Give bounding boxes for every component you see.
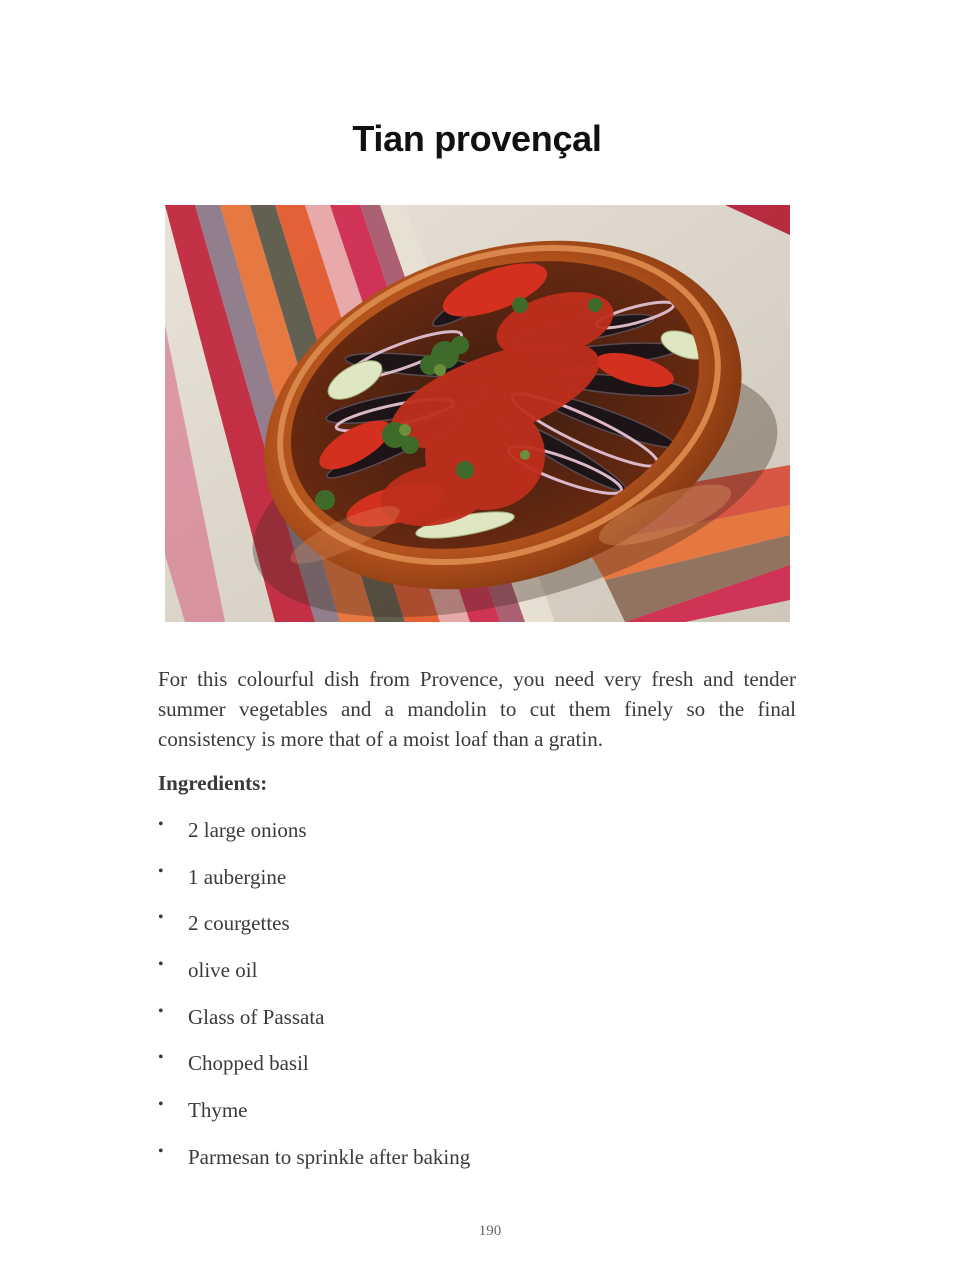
ingredient-text: Chopped basil (188, 1051, 309, 1076)
recipe-intro: For this colourful dish from Provence, you need very fresh and tender summer vegetables and a mandolin to cut them finely so the final consistency is more that of a moist loaf than a gratin. (158, 667, 796, 751)
ingredient-text: Parmesan to sprinkle after baking (188, 1144, 471, 1169)
ingredient-text: Thyme (188, 1098, 248, 1123)
bullet-icon: • (158, 1142, 164, 1160)
bullet-icon: • (158, 816, 164, 833)
bullet-icon: • (158, 1049, 164, 1067)
ingredient-text: 2 courgettes (188, 911, 290, 936)
ingredients-heading: Ingredients: (158, 771, 268, 795)
recipe-title: Tian provençal (352, 118, 602, 159)
bullet-icon: • (158, 1096, 164, 1114)
bullet-icon: • (158, 909, 164, 927)
ingredient-text: 1 aubergine (188, 864, 287, 889)
bullet-icon: • (158, 862, 164, 880)
bullet-icon: • (158, 956, 164, 974)
ingredient-text: Glass of Passata (188, 1004, 325, 1029)
ingredient-text: 2 large onions (188, 818, 307, 842)
bullet-icon: • (158, 1002, 164, 1020)
ingredient-text: olive oil (188, 958, 258, 983)
tian-dish-photo (165, 205, 790, 622)
page-number: 190 (478, 1223, 502, 1239)
